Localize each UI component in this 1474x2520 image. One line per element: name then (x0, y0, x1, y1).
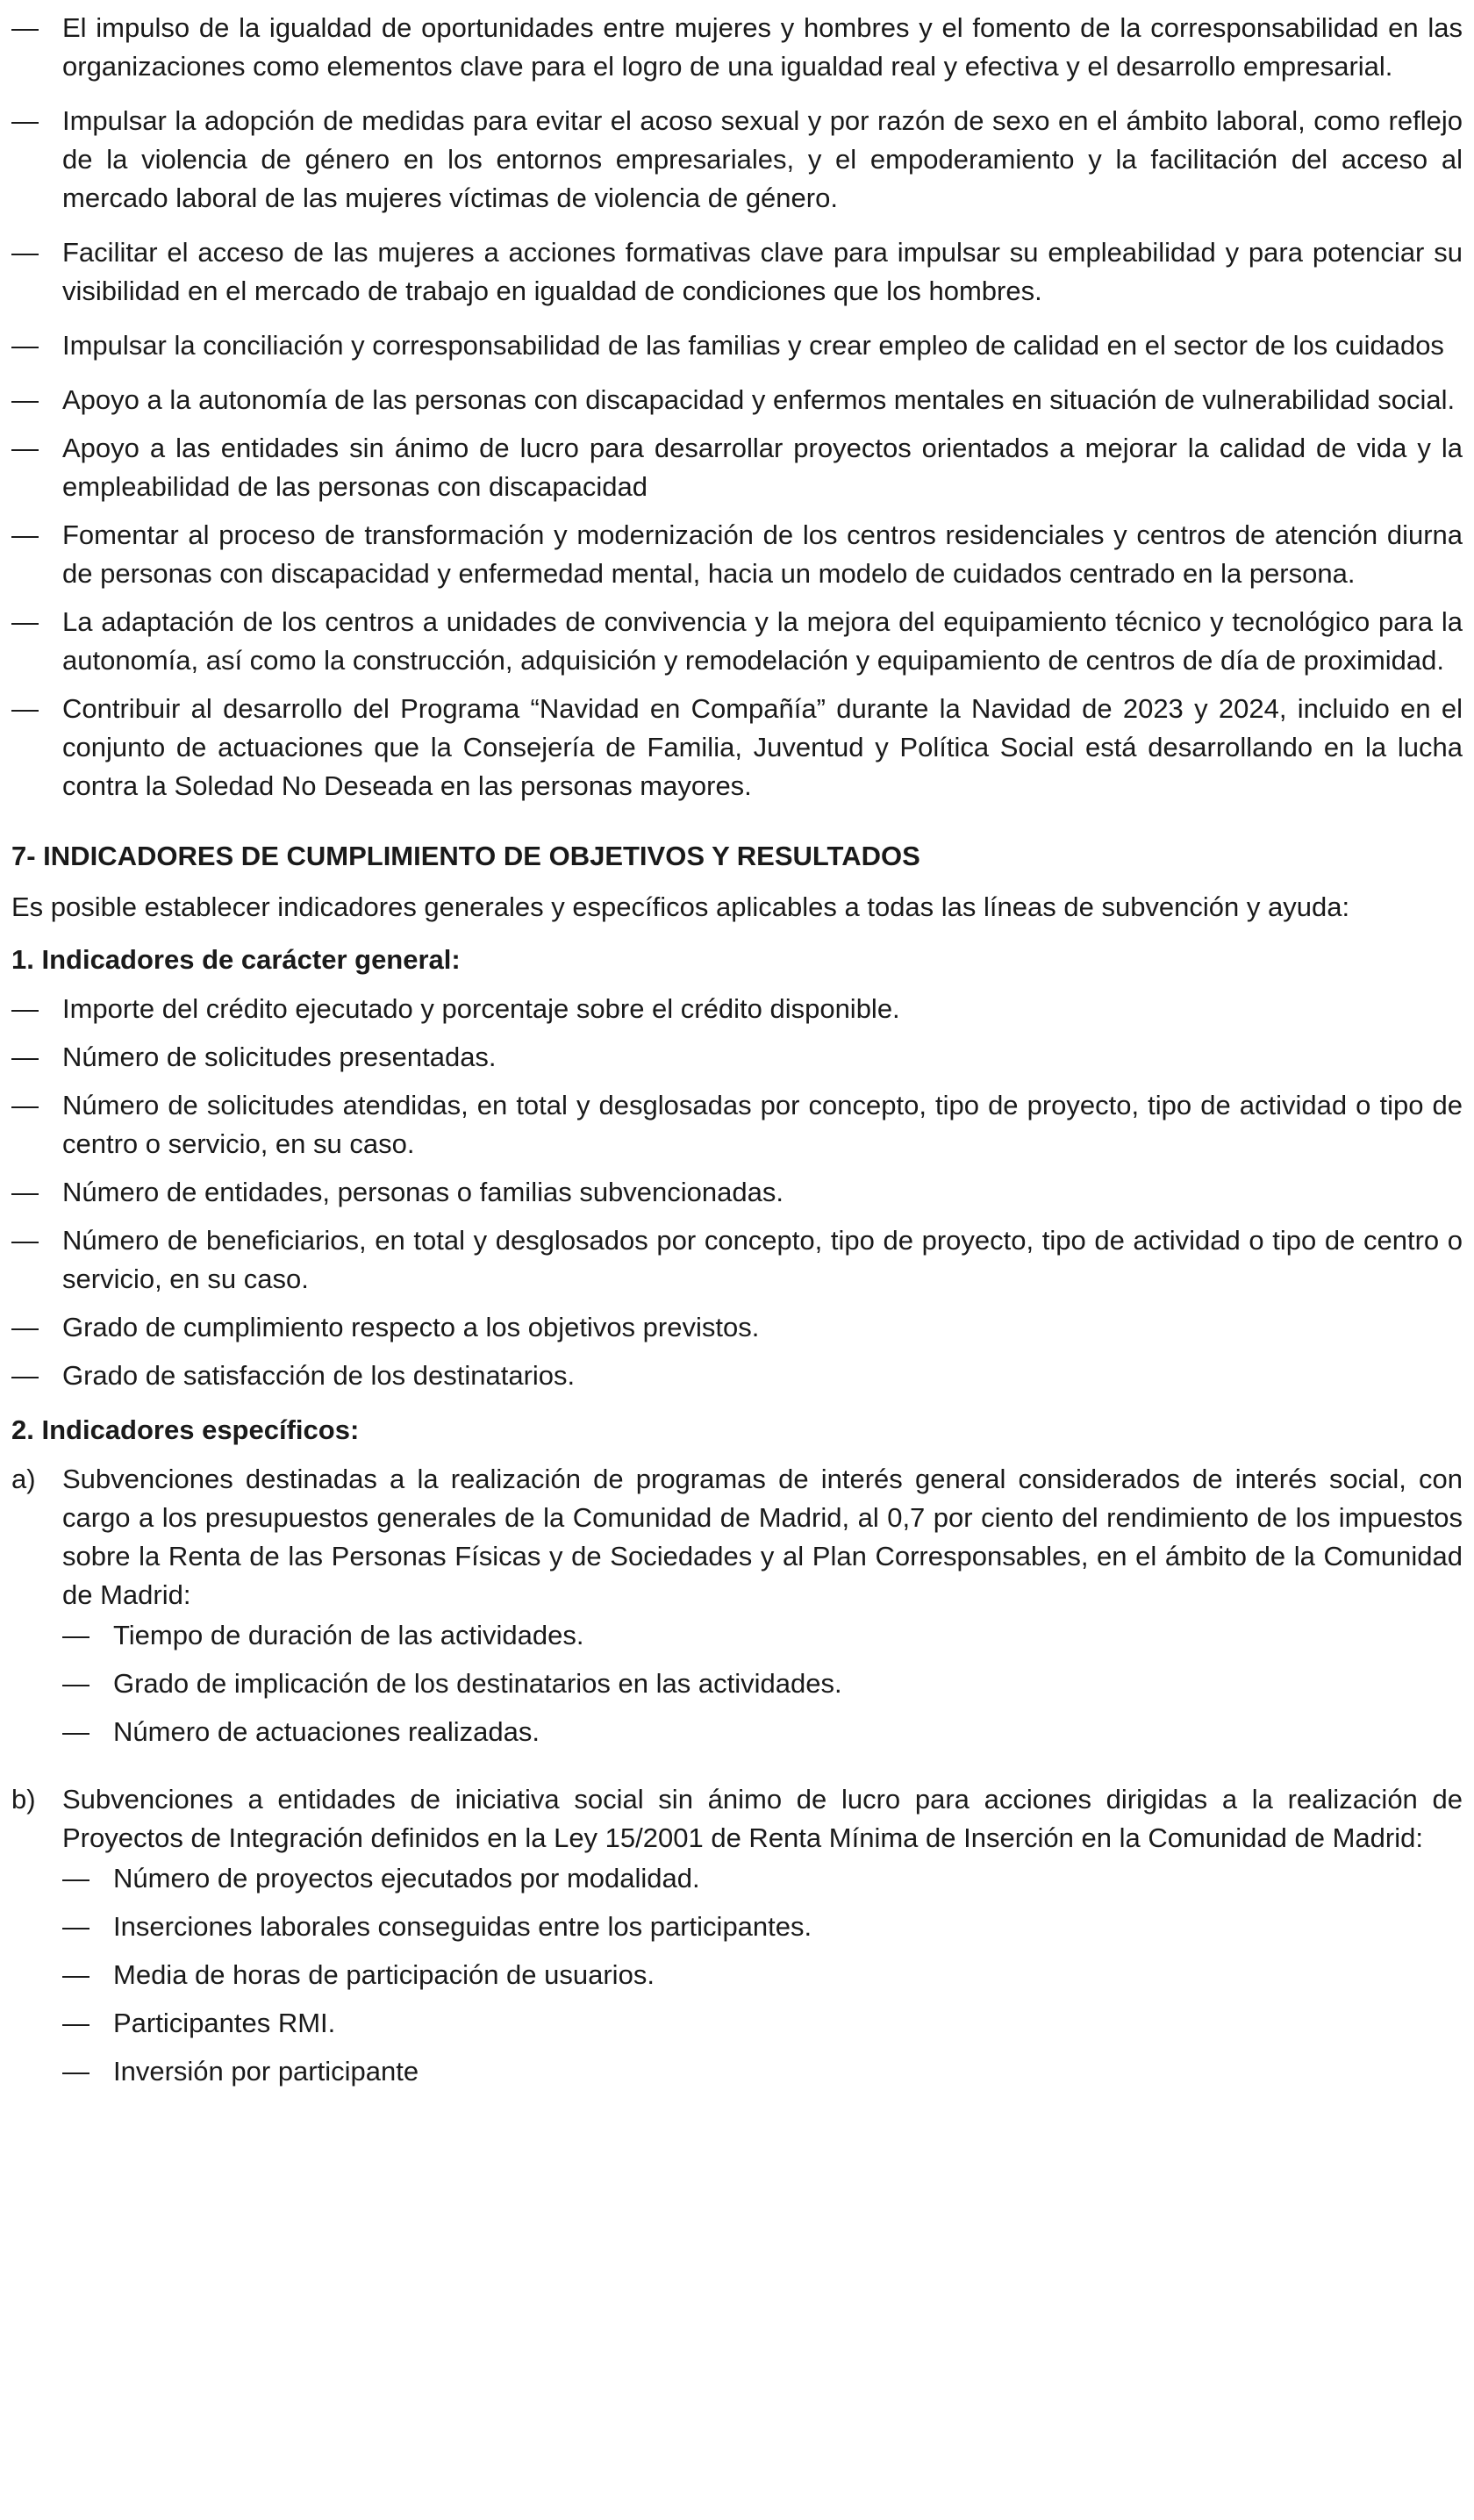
lettered-item-text: Subvenciones a entidades de iniciativa social sin ánimo de lucro para acciones dirigidas a la realización de Proyectos de Integración definidos en la Ley 15/2001 de Renta Mínima de Inserción en la Comunidad de Madrid: (62, 1784, 1463, 1853)
list-item (62, 1664, 1463, 1703)
list-item (62, 2052, 1463, 2091)
list-item (11, 102, 1463, 218)
list-item (62, 1956, 1463, 1994)
list-item-text: Facilitar el acceso de las mujeres a acciones formativas clave para impulsar su empleabilidad y para potenciar su visibilidad en el mercado de trabajo en igualdad de condiciones que los hombres. (62, 237, 1463, 306)
list-item (11, 1086, 1463, 1163)
dash-bullet: — (11, 519, 39, 550)
dash-bullet: — (62, 1620, 89, 1650)
dash-bullet: — (11, 384, 39, 415)
list-item-text: Apoyo a las entidades sin ánimo de lucro para desarrollar proyectos orientados a mejorar la calidad de vida y la empleabilidad de las personas con discapacidad (62, 433, 1463, 502)
list-item (11, 429, 1463, 506)
dash-bullet: — (11, 1090, 39, 1120)
list-item (11, 1308, 1463, 1347)
list-item-text: La adaptación de los centros a unidades de convivencia y la mejora del equipamiento técnico y tecnológico para la autonomía, así como la construcción, adquisición y remodelación y equipamiento de centros de día de proximidad. (62, 606, 1463, 676)
list-item (11, 1173, 1463, 1212)
list-item-text: Apoyo a la autonomía de las personas con discapacidad y enfermos mentales en situación de vulnerabilidad social. (62, 384, 1456, 415)
list-item-text: Contribuir al desarrollo del Programa “Navidad en Compañía” durante la Navidad de 2023 y 2024, incluido en el conjunto de actuaciones que la Consejería de Familia, Juventud y Política Social está desarrollando en la lucha contra la Soledad No Deseada en las personas mayores. (62, 693, 1463, 801)
specific-indicators-title: 2. Indicadores específicos: (11, 1414, 360, 1445)
dash-bullet: — (11, 993, 39, 1024)
section-heading: 7- INDICADORES DE CUMPLIMIENTO DE OBJETIVOS Y RESULTADOS (11, 841, 920, 871)
dash-bullet: — (62, 1668, 89, 1699)
list-item-text: Media de horas de participación de usuarios. (113, 1959, 655, 1990)
dash-bullet: — (62, 2056, 89, 2087)
list-item-text: Inserciones laborales conseguidas entre los participantes. (113, 1911, 812, 1942)
section-intro: Es posible establecer indicadores generales y específicos aplicables a todas las líneas de subvención y ayuda: (11, 891, 1350, 922)
nested-list (62, 1616, 1463, 1751)
list-item-text: Fomentar al proceso de transformación y modernización de los centros residenciales y centros de atención diurna de personas con discapacidad y enfermedad mental, hacia un modelo de cuidados centrado en la persona. (62, 519, 1463, 589)
dash-bullet: — (11, 1177, 39, 1207)
dash-bullet: — (11, 606, 39, 637)
list-item-text: Importe del crédito ejecutado y porcentaje sobre el crédito disponible. (62, 993, 900, 1024)
list-item-text: Participantes RMI. (113, 2008, 336, 2038)
list-item (11, 1221, 1463, 1299)
specific-group-b (11, 1780, 1463, 2101)
list-item (62, 2004, 1463, 2043)
list-item-text: Número de beneficiarios, en total y desglosados por concepto, tipo de proyecto, tipo de actividad o tipo de centro o servicio, en su caso. (62, 1225, 1463, 1294)
list-item (11, 1038, 1463, 1077)
list-item (62, 1908, 1463, 1946)
list-item (11, 603, 1463, 680)
list-item-text: Número de solicitudes atendidas, en total y desglosadas por concepto, tipo de proyecto, tipo de actividad o tipo de centro o servicio, en su caso. (62, 1090, 1463, 1159)
list-item-text: Grado de implicación de los destinatarios en las actividades. (113, 1668, 842, 1699)
list-item (62, 1713, 1463, 1751)
list-item (11, 1357, 1463, 1395)
list-item-text: Impulsar la conciliación y corresponsabilidad de las familias y crear empleo de calidad en el sector de los cuidados (62, 330, 1444, 361)
item-letter: b) (11, 1784, 36, 1815)
dash-bullet: — (62, 1716, 89, 1747)
list-item (11, 381, 1463, 419)
list-item-text: Inversión por participante (113, 2056, 419, 2087)
dash-bullet: — (11, 12, 39, 43)
lettered-item-text: Subvenciones destinadas a la realización de programas de interés general considerados de interés social, con cargo a los presupuestos generales de la Comunidad de Madrid, al 0,7 por ciento del rendimiento de los impuestos sobre la Renta de las Personas Físicas y de Sociedades y al Plan Corresponsables, en el ámbito de la Comunidad de Madrid: (62, 1464, 1463, 1610)
dash-bullet: — (11, 433, 39, 463)
dash-bullet: — (62, 1959, 89, 1990)
general-indicators-list (11, 990, 1463, 1395)
lettered-item (11, 1780, 1463, 2101)
dash-bullet: — (11, 1312, 39, 1342)
specific-group-a (11, 1460, 1463, 1761)
dash-bullet: — (11, 105, 39, 136)
list-item (11, 233, 1463, 311)
objectives-list (11, 9, 1463, 805)
list-item (11, 9, 1463, 86)
list-item-text: Grado de cumplimiento respecto a los objetivos previstos. (62, 1312, 760, 1342)
list-item-text: El impulso de la igualdad de oportunidades entre mujeres y hombres y el fomento de la corresponsabilidad en las organizaciones como elementos clave para el logro de una igualdad real y efectiva y el desarrollo empresarial. (62, 12, 1463, 82)
lettered-item (11, 1460, 1463, 1761)
lettered-item-body (62, 1780, 1463, 2101)
dash-bullet: — (11, 237, 39, 268)
list-item (62, 1616, 1463, 1655)
list-item (11, 326, 1463, 365)
dash-bullet: — (11, 693, 39, 724)
nested-list (62, 1859, 1463, 2091)
list-item-text: Grado de satisfacción de los destinatarios. (62, 1360, 576, 1391)
dash-bullet: — (11, 1225, 39, 1256)
list-item-text: Número de proyectos ejecutados por modalidad. (113, 1863, 700, 1894)
dash-bullet: — (11, 1360, 39, 1391)
list-item-text: Número de entidades, personas o familias subvencionadas. (62, 1177, 784, 1207)
general-indicators-title: 1. Indicadores de carácter general: (11, 944, 461, 975)
dash-bullet: — (11, 1042, 39, 1072)
list-item-text: Impulsar la adopción de medidas para evitar el acoso sexual y por razón de sexo en el ámbito laboral, como reflejo de la violencia de género en los entornos empresariales, y el empoderamiento y la facilitación del acceso al mercado laboral de las mujeres víctimas de violencia de género. (62, 105, 1463, 213)
item-letter: a) (11, 1464, 36, 1494)
dash-bullet: — (62, 1863, 89, 1894)
list-item (11, 690, 1463, 805)
list-item-text: Tiempo de duración de las actividades. (113, 1620, 584, 1650)
list-item-text: Número de actuaciones realizadas. (113, 1716, 540, 1747)
list-item (11, 516, 1463, 593)
list-item-text: Número de solicitudes presentadas. (62, 1042, 497, 1072)
list-item (11, 990, 1463, 1028)
dash-bullet: — (62, 2008, 89, 2038)
dash-bullet: — (62, 1911, 89, 1942)
lettered-item-body (62, 1460, 1463, 1761)
list-item (62, 1859, 1463, 1898)
dash-bullet: — (11, 330, 39, 361)
